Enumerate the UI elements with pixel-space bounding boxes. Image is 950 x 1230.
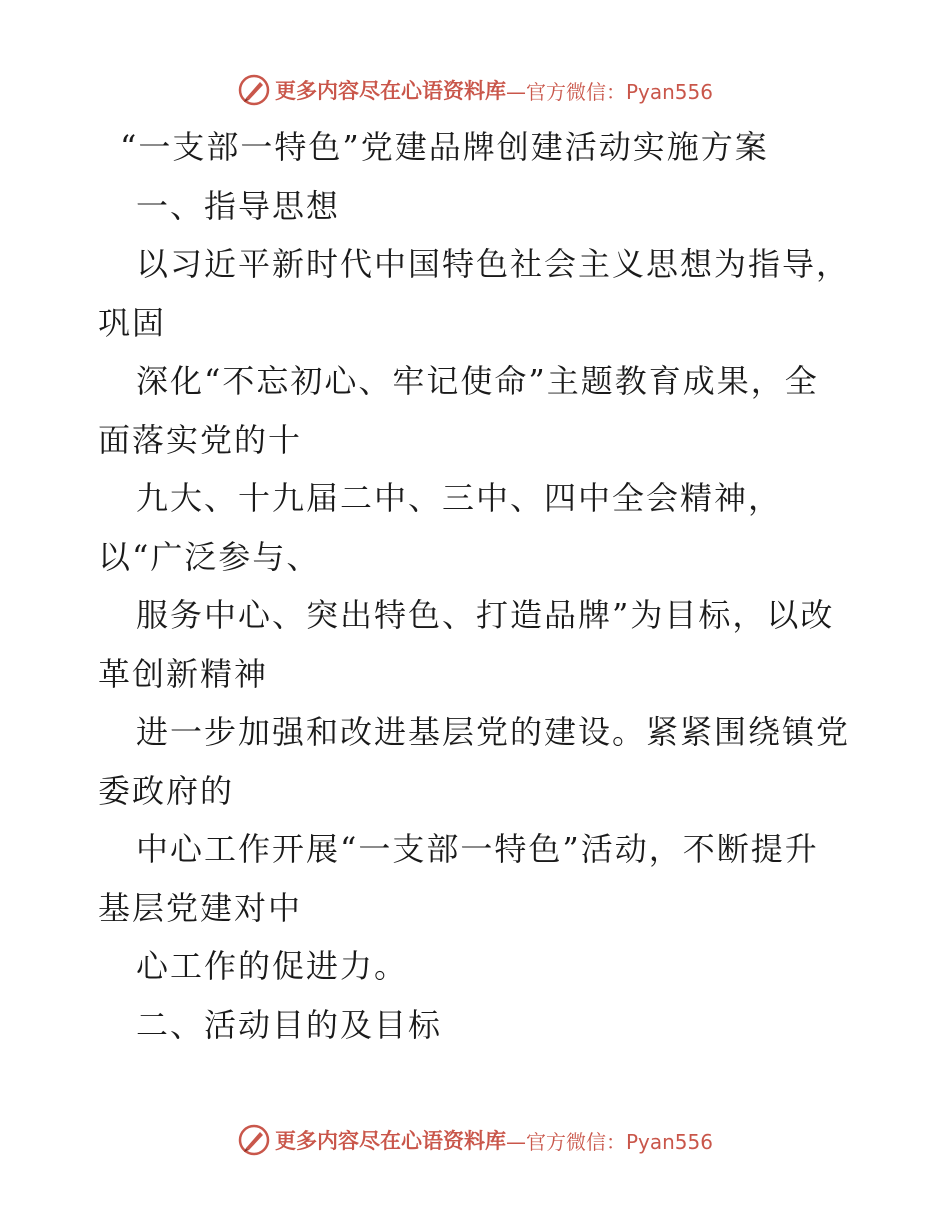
paragraph-line: 巩固 bbox=[98, 303, 167, 342]
paragraph-line: 服务中心、突出特色、打造品牌”为目标，以改 bbox=[136, 596, 835, 634]
section-heading-1: 一、指导思想 bbox=[136, 186, 341, 225]
watermark-brand: 更多内容尽在心语资料库 bbox=[274, 78, 506, 103]
paragraph-line: 面落实党的十 bbox=[98, 420, 303, 459]
header-watermark bbox=[0, 70, 950, 110]
paragraph-line: 委政府的 bbox=[98, 771, 235, 810]
paragraph-line: 以“广泛参与、 bbox=[98, 537, 321, 576]
pen-logo-icon bbox=[237, 73, 271, 107]
paragraph-line: 基层党建对中 bbox=[98, 888, 303, 927]
section-heading-2: 二、活动目的及目标 bbox=[136, 1005, 443, 1044]
paragraph-line: 中心工作开展“一支部一特色”活动，不断提升 bbox=[136, 830, 819, 868]
document-body bbox=[98, 118, 858, 1054]
paragraph-line: 九大、十九届二中、三中、四中全会精神， bbox=[136, 479, 783, 517]
pen-logo-icon bbox=[237, 1123, 271, 1157]
footer-watermark bbox=[0, 1120, 950, 1160]
paragraph-line: 心工作的促进力。 bbox=[136, 947, 409, 985]
paragraph-line: 以习近平新时代中国特色社会主义思想为指导， bbox=[136, 245, 851, 283]
paragraph-line: 深化“不忘初心、牢记使命”主题教育成果，全 bbox=[136, 362, 819, 400]
watermark-contact: —官方微信：Pyan556 bbox=[505, 79, 713, 104]
document-title: “一支部一特色”党建品牌创建活动实施方案 bbox=[120, 128, 769, 166]
paragraph-line: 进一步加强和改进基层党的建设。紧紧围绕镇党 bbox=[136, 713, 851, 751]
paragraph-line: 革创新精神 bbox=[98, 654, 269, 693]
watermark-brand: 更多内容尽在心语资料库 bbox=[274, 1128, 506, 1153]
watermark-contact: —官方微信：Pyan556 bbox=[505, 1129, 713, 1154]
